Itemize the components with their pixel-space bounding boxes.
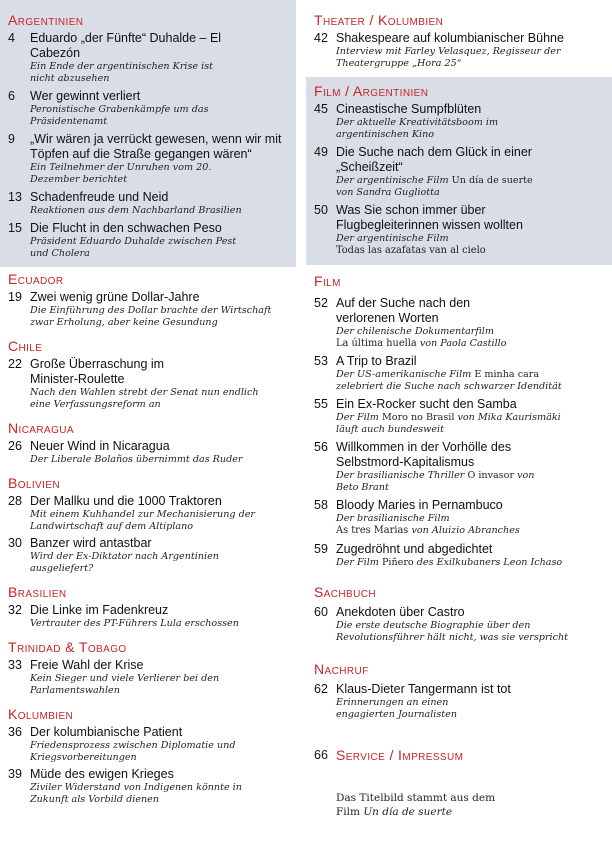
entry-title: Die Linke im Fadenkreuz (30, 603, 169, 617)
section-title: Nicaragua (8, 420, 74, 436)
entry-subtitle: Der argentinische Film (336, 233, 449, 244)
toc-entry[interactable] (314, 203, 606, 258)
cover-note (306, 773, 612, 825)
section-title: Nachruf (314, 660, 369, 677)
toc-entry[interactable] (314, 440, 606, 494)
entry-title: Klaus-Dieter Tangermann ist tot (336, 681, 511, 696)
section-theater-kolumbien (306, 0, 612, 77)
toc-entry[interactable] (8, 89, 290, 128)
section-title: Kolumbien (8, 706, 74, 722)
toc-entry[interactable] (314, 397, 606, 436)
entry-subtitle-line (336, 525, 606, 538)
page-number: 62 (314, 681, 328, 696)
entry-title: Müde des ewigen Krieges (30, 767, 174, 781)
entry-subtitle (336, 175, 606, 199)
section-title: Theater / Kolumbien (314, 12, 444, 28)
entry-subtitle-text: Der Film (336, 412, 379, 423)
toc-entry[interactable] (8, 290, 290, 329)
entry-subtitle: Reaktionen aus dem Nachbarland Brasilien (30, 205, 242, 216)
film-title: E minha cara (474, 369, 540, 380)
film-title: Un día de suerte (363, 805, 453, 818)
entry-subtitle: Der aktuelle Kreativitätsboom im argentinischen Kino (336, 117, 499, 140)
section-ecuador (0, 267, 296, 336)
section-film (306, 265, 612, 576)
section-argentinien (0, 0, 296, 267)
page-number: 42 (314, 31, 328, 45)
page-number: 49 (314, 145, 328, 159)
entry-subtitle (336, 557, 606, 569)
film-title: O invasor (467, 470, 515, 481)
entry-subtitle: Friedensprozess zwischen Diplomatie und Kriegsvorbereitungen (30, 740, 236, 763)
entry-title: Die Suche nach dem Glück in einer „Scheißzeit“ (336, 145, 532, 174)
entry-subtitle (336, 369, 576, 393)
entry-subtitle-text: von Paola Castillo (419, 337, 507, 349)
entry-subtitle: Kein Sieger und viele Verlierer bei den Parlamentswahlen (30, 673, 220, 696)
entry-subtitle-text: zelebriert die Suche nach schwarzer Idendität (336, 381, 562, 392)
cover-note-line (336, 805, 606, 819)
entry-title: Schadenfreude und Neid (30, 190, 169, 204)
entry-subtitle-text: von Beto Brant (336, 470, 535, 493)
toc-entry[interactable] (8, 658, 290, 697)
section-brasilien (0, 582, 296, 637)
film-title: Piñero (381, 556, 414, 568)
section-trinidad-tobago (0, 637, 296, 704)
page-number: 45 (314, 102, 328, 116)
entry-title: Auf der Suche nach den verlorenen Worten (336, 295, 471, 325)
entry-subtitle: Der chilenische Dokumentarfilm (336, 325, 494, 337)
page-number: 53 (314, 354, 328, 368)
entry-subtitle-text: Der brasilianische Thriller (336, 470, 465, 481)
section-title: Film (314, 272, 341, 289)
entry-subtitle: Mit einem Kuhhandel zur Mechanisierung der Landwirtschaft auf dem Altiplano (30, 509, 255, 532)
entry-title: Willkommen in der Vorhölle des Selbstmord-Kapitalismus (336, 440, 512, 469)
entry-title: Neuer Wind in Nicaragua (30, 439, 170, 453)
entry-title: Cineastische Sumpfblüten (336, 102, 482, 116)
entry-title: Eduardo „der Fünfte“ Duhalde – El Cabezón (30, 31, 222, 60)
page-number: 30 (8, 536, 22, 550)
toc-entry[interactable] (8, 357, 290, 411)
entry-title: Zwei wenig grüne Dollar-Jahre (30, 290, 200, 304)
section-title: Ecuador (8, 271, 64, 287)
entry-subtitle-text: Der US-amerikanische Film (336, 369, 472, 380)
page-number: 59 (314, 541, 328, 556)
page-number: 28 (8, 494, 22, 508)
toc-entry[interactable] (314, 296, 606, 351)
entry-subtitle: Wird der Ex-Diktator nach Argentinien ausgeliefert? (30, 551, 219, 574)
section-title: Film / Argentinien (314, 83, 429, 99)
entry-subtitle: Ein Teilnehmer der Unruhen vom 20. Dezember berichtet (30, 162, 212, 185)
toc-entry[interactable] (314, 498, 606, 538)
section-film-argentinien (306, 77, 612, 265)
entry-subtitle (336, 470, 551, 494)
toc-entry[interactable] (8, 221, 290, 260)
entry-title: Anekdoten über Castro (336, 604, 465, 619)
section-title: Sachbuch (314, 583, 376, 600)
page-number: 33 (8, 658, 22, 672)
entry-subtitle: Interview mit Farley Velasquez, Regisseur der Theatergruppe „Hora 25“ (336, 46, 561, 69)
entry-subtitle-line (336, 338, 606, 351)
page-number: 39 (8, 767, 22, 781)
section-nachruf (306, 651, 612, 728)
entry-subtitle-text: Der argentinische Film (336, 175, 449, 186)
toc-entry[interactable] (8, 725, 290, 764)
page-number: 52 (314, 295, 328, 310)
page-number: 13 (8, 190, 22, 204)
toc-entry[interactable] (8, 767, 290, 806)
page-number: 36 (8, 725, 22, 739)
entry-title: Freie Wahl der Krise (30, 658, 144, 672)
section-title: Bolivien (8, 475, 60, 491)
entry-subtitle-text: von Aluizio Abranches (411, 525, 520, 536)
entry-subtitle: Der Liberale Bolaños übernimmt das Ruder (30, 454, 243, 465)
toc-entry[interactable] (314, 354, 606, 393)
entry-subtitle: Erinnerungen an einen engagierten Journalisten (336, 696, 458, 720)
cover-note-line: Das Titelbild stammt aus dem (336, 791, 496, 804)
toc-entry[interactable] (8, 132, 290, 186)
section-sachbuch (306, 576, 612, 651)
entry-title: Ein Ex-Rocker sucht den Samba (336, 397, 517, 411)
entry-subtitle: Vertrauter des PT-Führers Lula erschossen (30, 618, 239, 629)
page-number: 56 (314, 440, 328, 454)
toc-entry[interactable] (8, 31, 290, 85)
section-title: Brasilien (8, 584, 67, 600)
entry-subtitle-text: von Mika Kaurismäki läuft auch bundesweit (336, 412, 561, 435)
entry-title: A Trip to Brazil (336, 354, 417, 368)
entry-subtitle: Der brasilianische Film (336, 513, 450, 524)
toc-entry[interactable] (314, 682, 606, 721)
page-number: 50 (314, 203, 328, 217)
page-number: 58 (314, 498, 328, 512)
entry-title: „Wir wären ja verrückt gewesen, wenn wir mit Töpfen auf die Straße gegangen wären“ (30, 132, 282, 161)
entry-subtitle: Nach den Wahlen strebt der Senat nun endlich eine Verfassungsreform an (30, 387, 259, 410)
film-title: As tres Marias (336, 525, 409, 536)
entry-title: Die Flucht in den schwachen Peso (30, 221, 222, 235)
section-title: Argentinien (8, 12, 84, 28)
page-number: 66 (314, 747, 328, 762)
entry-subtitle-text: des Exilkubaners Leon Ichaso (416, 556, 563, 568)
page-number: 55 (314, 397, 328, 411)
toc-right-column (306, 0, 612, 853)
page-number: 9 (8, 132, 15, 146)
entry-title: Wer gewinnt verliert (30, 89, 141, 103)
section-bolivien (0, 473, 296, 582)
toc-entry[interactable] (8, 190, 290, 217)
page-number: 32 (8, 603, 22, 617)
page-number: 60 (314, 604, 328, 619)
film-title: Moro no Brasil (381, 412, 455, 423)
entry-title: Große Überraschung im Minister-Roulette (30, 357, 165, 386)
entry-subtitle: Präsident Eduardo Duhalde zwischen Pest und Cholera (30, 236, 237, 259)
cover-note-text: Film (336, 805, 360, 818)
entry-subtitle (336, 412, 571, 436)
entry-title: Banzer wird antastbar (30, 536, 152, 550)
page-number: 4 (8, 31, 15, 45)
section-title: Service / Impressum (336, 746, 464, 763)
entry-title: Was Sie schon immer über Flugbegleiterinnen wissen wollten (336, 203, 523, 232)
section-title: Trinidad & Tobago (8, 639, 127, 655)
page-number: 26 (8, 439, 22, 453)
page-number: 22 (8, 357, 22, 371)
entry-title: Bloody Maries in Pernambuco (336, 498, 503, 512)
entry-title: Der Mallku und die 1000 Traktoren (30, 494, 222, 508)
toc-entry[interactable] (8, 603, 290, 630)
toc-entry[interactable] (314, 747, 606, 766)
section-service (306, 728, 612, 773)
section-chile (0, 336, 296, 418)
film-title: Todas las azafatas van al cielo (336, 245, 486, 256)
toc-entry[interactable] (314, 145, 606, 199)
toc-entry[interactable] (314, 31, 606, 70)
entry-subtitle: Ziviler Widerstand von Indigenen könnte in Zukunft als Vorbild dienen (30, 782, 242, 805)
entry-subtitle: Die Einführung des Dollar brachte der Wirtschaft zwar Erholung, aber keine Gesundung (30, 305, 272, 328)
entry-subtitle: Peronistische Grabenkämpfe um das Präsidentenamt (30, 104, 209, 127)
toc-left-column (0, 0, 296, 853)
toc-entry[interactable] (8, 439, 290, 466)
toc-entry[interactable] (314, 102, 606, 141)
entry-subtitle: Ein Ende der argentinischen Krise ist nicht abzusehen (30, 61, 213, 84)
section-kolumbien (0, 704, 296, 813)
page-number: 15 (8, 221, 22, 235)
toc-entry[interactable] (314, 542, 606, 569)
toc-entry[interactable] (314, 605, 606, 644)
entry-title: Shakespeare auf kolumbianischer Bühne (336, 31, 564, 45)
entry-subtitle: Die erste deutsche Biographie über den Revolutionsführer hält nicht, was sie verspricht (336, 619, 569, 643)
entry-title: Der kolumbianische Patient (30, 725, 183, 739)
entry-title: Zugedröhnt und abgedichtet (336, 541, 493, 556)
section-title: Chile (8, 338, 43, 354)
film-title: Un día de suerte (451, 175, 533, 186)
section-nicaragua (0, 418, 296, 473)
page-number: 6 (8, 89, 15, 103)
entry-subtitle-text: Der Film (336, 556, 379, 568)
page-number: 19 (8, 290, 22, 304)
toc-entry[interactable] (8, 494, 290, 533)
film-title: La última huella (336, 337, 417, 349)
toc-entry[interactable] (8, 536, 290, 575)
entry-subtitle-text: von Sandra Gugliotta (336, 187, 440, 198)
